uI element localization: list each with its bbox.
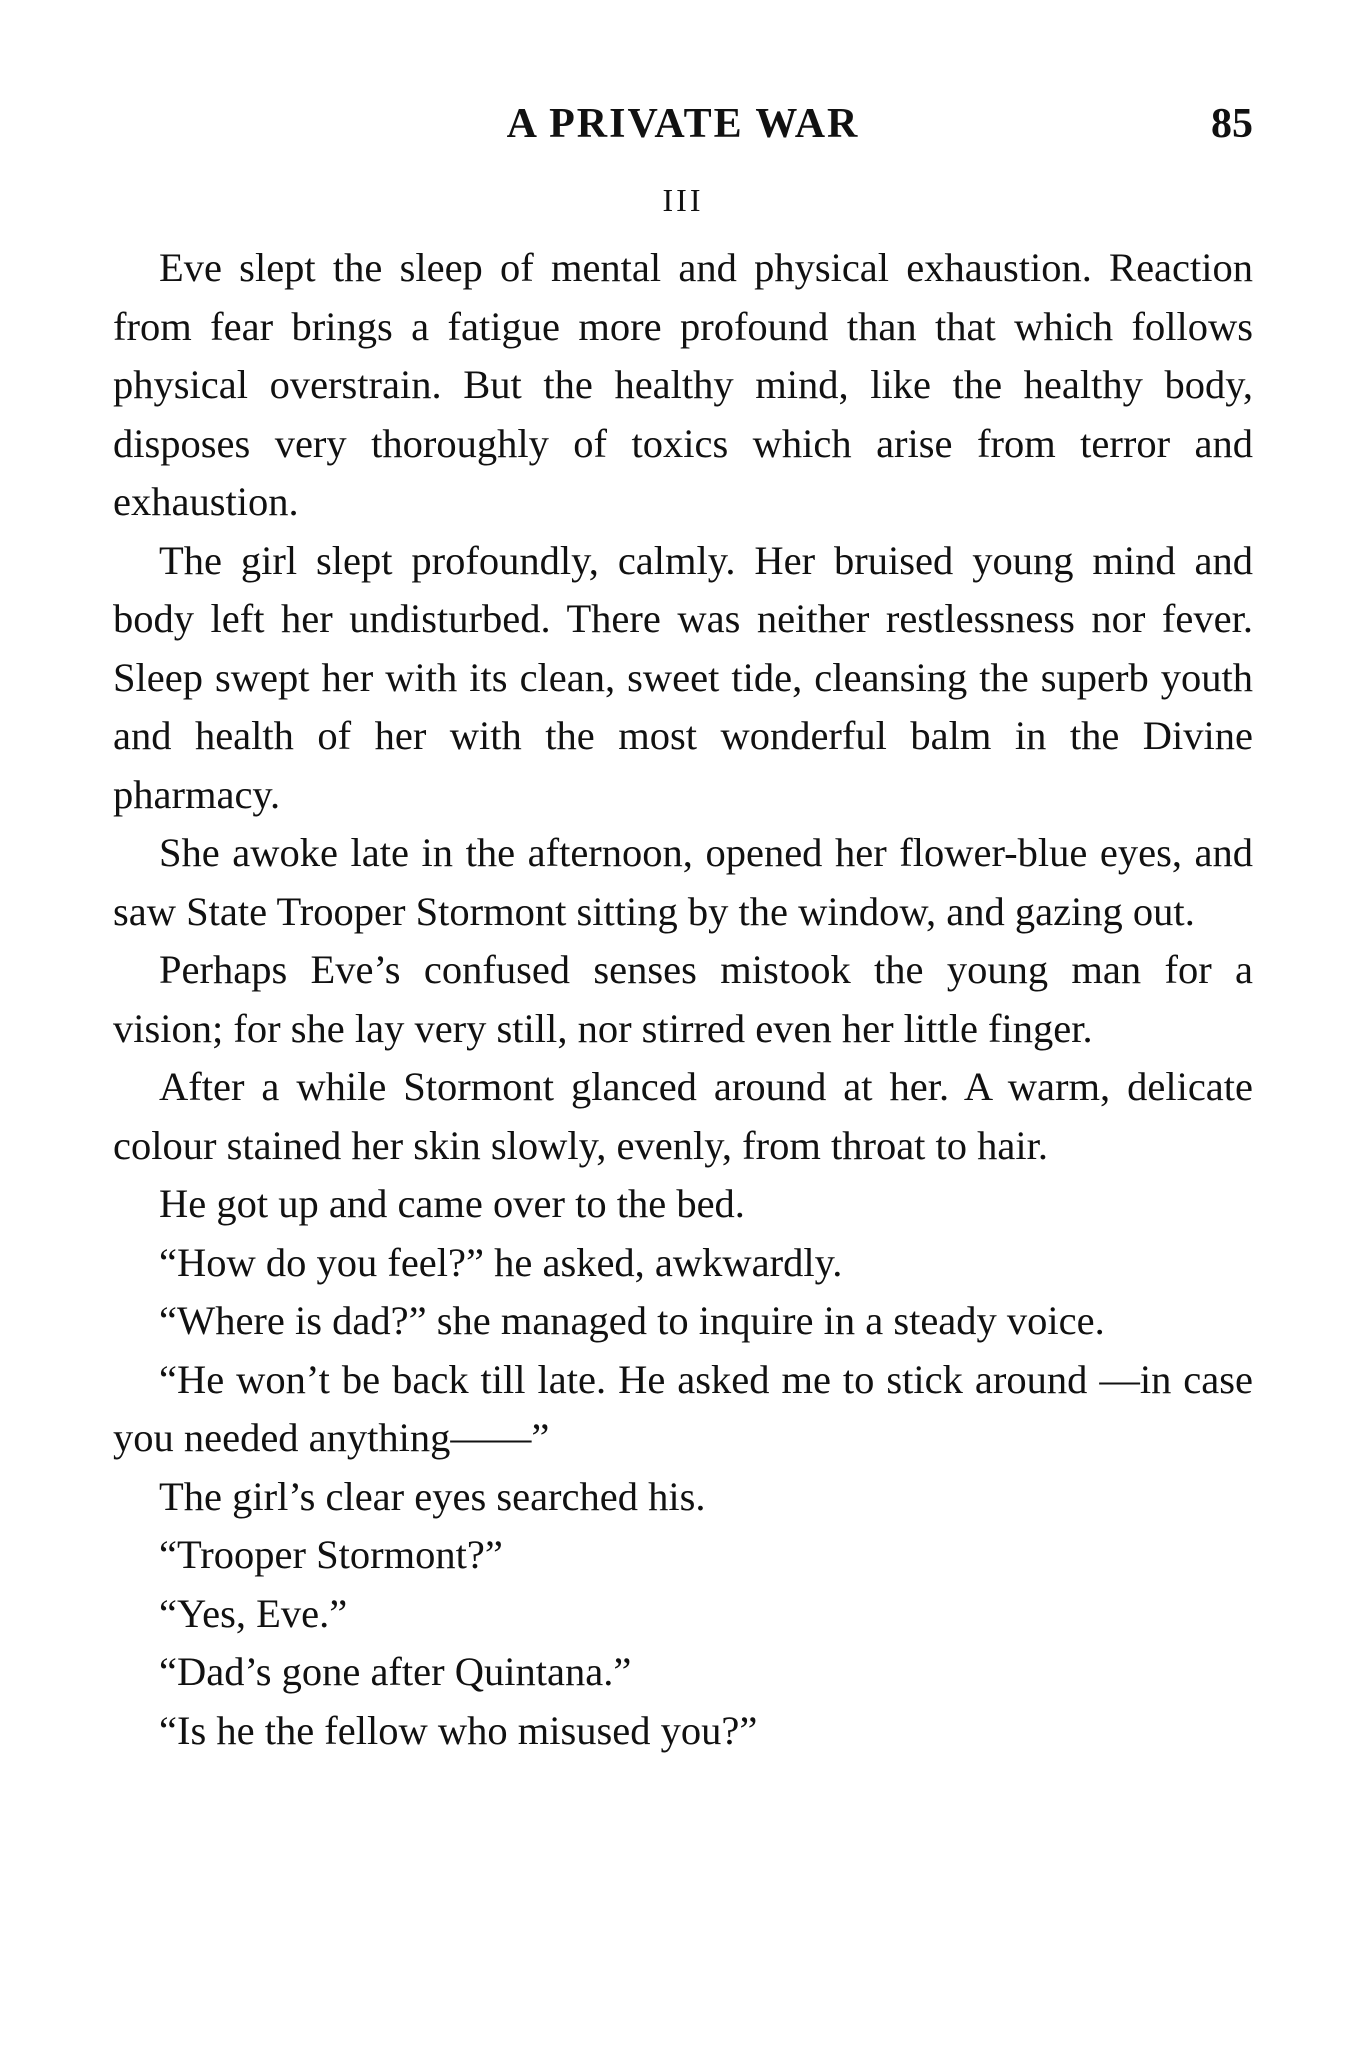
paragraph: The girl slept profoundly, calmly. Her bruised young mind and body left her undisturbed. There was neither restlessness nor fever. Sleep swept her with its clean, sweet tide, cleansing the superb youth and health of her with the most wonderful balm in the Divine pharmacy. bbox=[113, 537, 1253, 817]
paragraph: Eve slept the sleep of mental and physical exhaustion. Reaction from fear brings a fatigue more profound than that which follows physical overstrain. But the healthy mind, like the healthy body, disposes very thoroughly of toxics which arise from terror and exhaustion. bbox=[113, 245, 1253, 524]
running-title: A PRIVATE WAR bbox=[506, 101, 860, 147]
dialogue-line: “Is he the fellow who misused you?” bbox=[159, 1707, 758, 1753]
dialogue-line: “He won’t be back till late. He asked me to stick around —in case you needed anything——” bbox=[113, 1356, 1253, 1460]
book-page bbox=[113, 100, 1253, 1760]
dialogue-line: “How do you feel?” he asked, awkwardly. bbox=[159, 1239, 843, 1285]
running-header bbox=[113, 100, 1253, 160]
dialogue-line: “Yes, Eve.” bbox=[159, 1590, 348, 1636]
dialogue-line: “Dad’s gone after Quintana.” bbox=[159, 1649, 632, 1694]
page-number: 85 bbox=[1211, 101, 1253, 147]
paragraph: Perhaps Eve’s confused senses mistook the young man for a vision; for she lay very still, nor stirred even her little finger. bbox=[113, 947, 1253, 1051]
dialogue-line: “Trooper Stormont?” bbox=[159, 1532, 503, 1577]
paragraph: He got up and came over to the bed. bbox=[159, 1181, 745, 1226]
paragraph: She awoke late in the afternoon, opened her flower-blue eyes, and saw State Trooper Stormont sitting by the window, and gazing out. bbox=[113, 830, 1253, 934]
paragraph: After a while Stormont glanced around at her. A warm, delicate colour stained her skin slowly, evenly, from throat to hair. bbox=[113, 1064, 1253, 1168]
body-text bbox=[113, 239, 1253, 1760]
paragraph: The girl’s clear eyes searched his. bbox=[159, 1473, 706, 1519]
dialogue-line: “Where is dad?” she managed to inquire in a steady voice. bbox=[159, 1298, 1105, 1343]
section-number: III bbox=[662, 182, 704, 218]
